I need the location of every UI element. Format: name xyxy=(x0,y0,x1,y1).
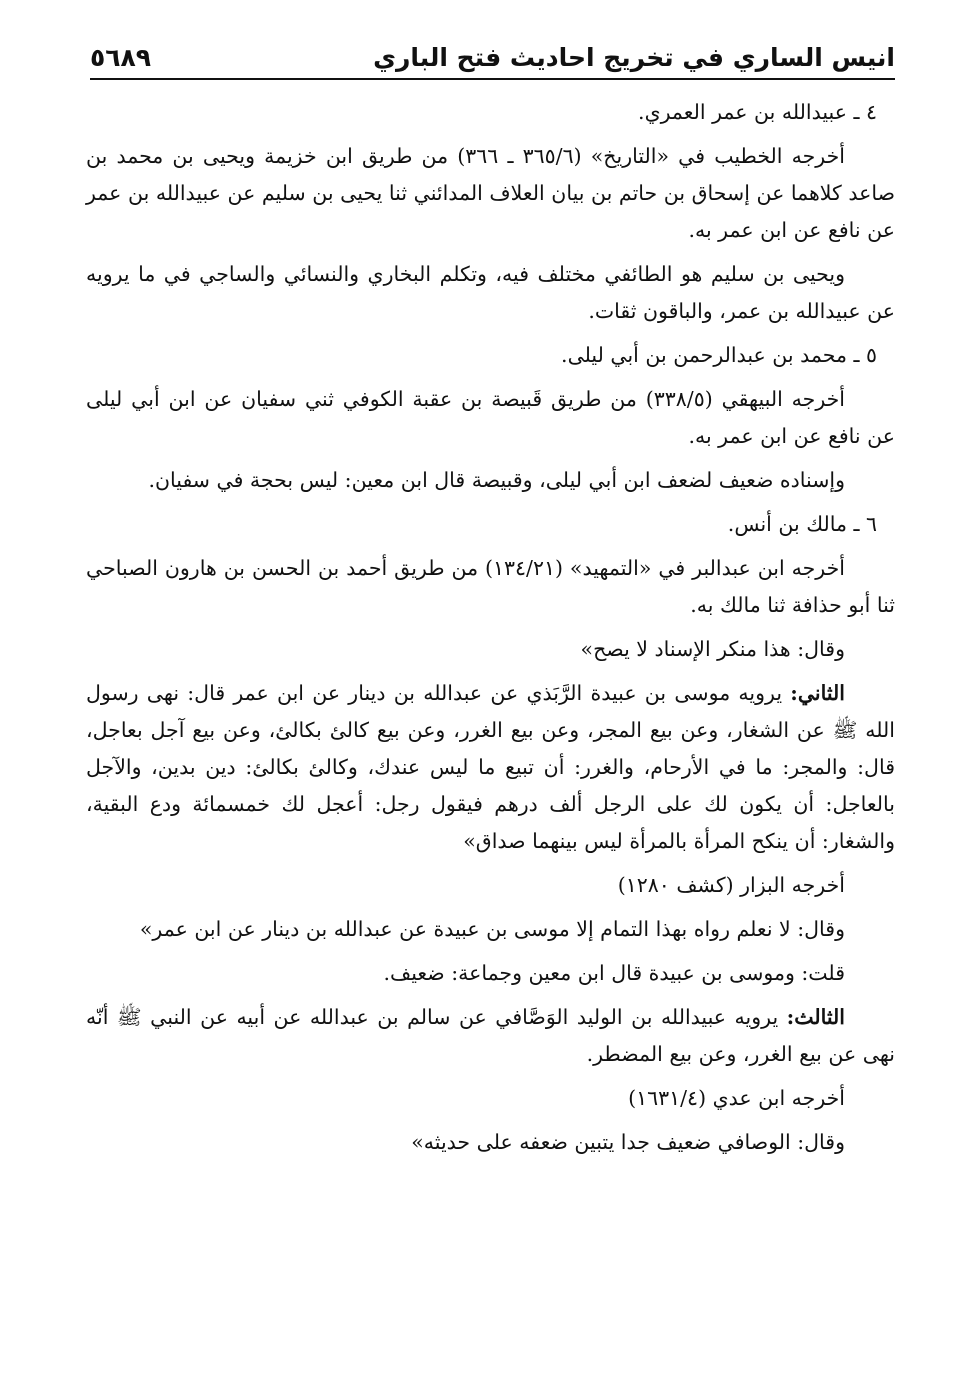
section-heading-4: ٤ ـ عبيدالله بن عمر العمري. xyxy=(638,100,877,124)
paragraph: وقال: لا نعلم رواه بهذا التمام إلا موسى بن عبيدة عن عبدالله بن دينار عن ابن عمر» xyxy=(139,917,845,941)
paragraph-third-hadith: الثالث: يرويه عبيدالله بن الوليد الوَصَّافي عن سالم بن عبدالله عن أبيه عن النبي ﷺ أنّه نهى عن بيع الغرر، وعن بيع المضطر. xyxy=(86,1005,895,1066)
running-header xyxy=(90,38,895,80)
paragraph: وإسناده ضعيف لضعف ابن أبي ليلى، وقبيصة قال ابن معين: ليس بحجة في سفيان. xyxy=(148,468,845,492)
paragraph: وقال: الوصافي ضعيف جدا يتبين ضعفه على حديثه» xyxy=(411,1130,845,1154)
section-heading-5: ٥ ـ محمد بن عبدالرحمن بن أبي ليلى. xyxy=(561,343,877,367)
lead-label: الثاني: xyxy=(790,681,845,705)
paragraph-second-hadith: الثاني: يرويه موسى بن عبيدة الرَّبَذي عن عبدالله بن دينار عن ابن عمر قال: نهى رسول الله ﷺ عن الشغار، وعن بيع المجر، وعن بيع الغرر، وعن بيع كالئ بكالئ، وعن بيع آجل بعاجل، قال: والمجر: ما في الأرحام، والغرر: أن تبيع ما ليس عندك، وكالئ بكالئ: دين بدين، والآجل بالعاجل: أن يكون لك على الرجل ألف درهم فيقول رجل: أعجل لك خمسمائة ودع البقية، والشغار: أن ينكح المرأة بالمرأة ليس بينهما صداق» xyxy=(86,681,895,853)
paragraph: أخرجه البيهقي (٣٣٨/٥) من طريق قَبيصة بن عقبة الكوفي ثني سفيان عن ابن أبي ليلى عن نافع عن ابن عمر به. xyxy=(86,387,895,448)
lead-label: الثالث: xyxy=(786,1005,845,1029)
paragraph: وقال: هذا منكر الإسناد لا يصح» xyxy=(580,637,845,661)
paragraph: أخرجه ابن عدي (١٦٣١/٤) xyxy=(628,1086,845,1110)
page-body xyxy=(86,94,895,1168)
paragraph: أخرجه البزار (كشف ١٢٨٠) xyxy=(617,873,845,897)
book-title: انيس الساري في تخريج احاديث فتح الباري xyxy=(373,43,895,72)
paragraph: قلت: وموسى بن عبيدة قال ابن معين وجماعة: ضعيف. xyxy=(383,961,845,985)
paragraph: أخرجه ابن عبدالبر في «التمهيد» (١٣٤/٢١) من طريق أحمد بن الحسن بن هارون الصباحي ثنا أبو حذافة ثنا مالك به. xyxy=(86,556,895,617)
paragraph: أخرجه الخطيب في «التاريخ» (٣٦٥/٦ ـ ٣٦٦) من طريق ابن خزيمة ويحيى بن محمد بن صاعد كلاهما عن إسحاق بن حاتم بن بيان العلاف المدائني ثنا يحيى بن سليم عن عبيدالله بن عمر عن نافع عن ابن عمر به. xyxy=(86,144,895,242)
page-number: ٥٦٨٩ xyxy=(90,43,152,72)
paragraph: ويحيى بن سليم هو الطائفي مختلف فيه، وتكلم البخاري والنسائي والساجي في ما يرويه عن عبيدالله بن عمر، والباقون ثقات. xyxy=(86,262,895,323)
section-heading-6: ٦ ـ مالك بن أنس. xyxy=(727,512,877,536)
